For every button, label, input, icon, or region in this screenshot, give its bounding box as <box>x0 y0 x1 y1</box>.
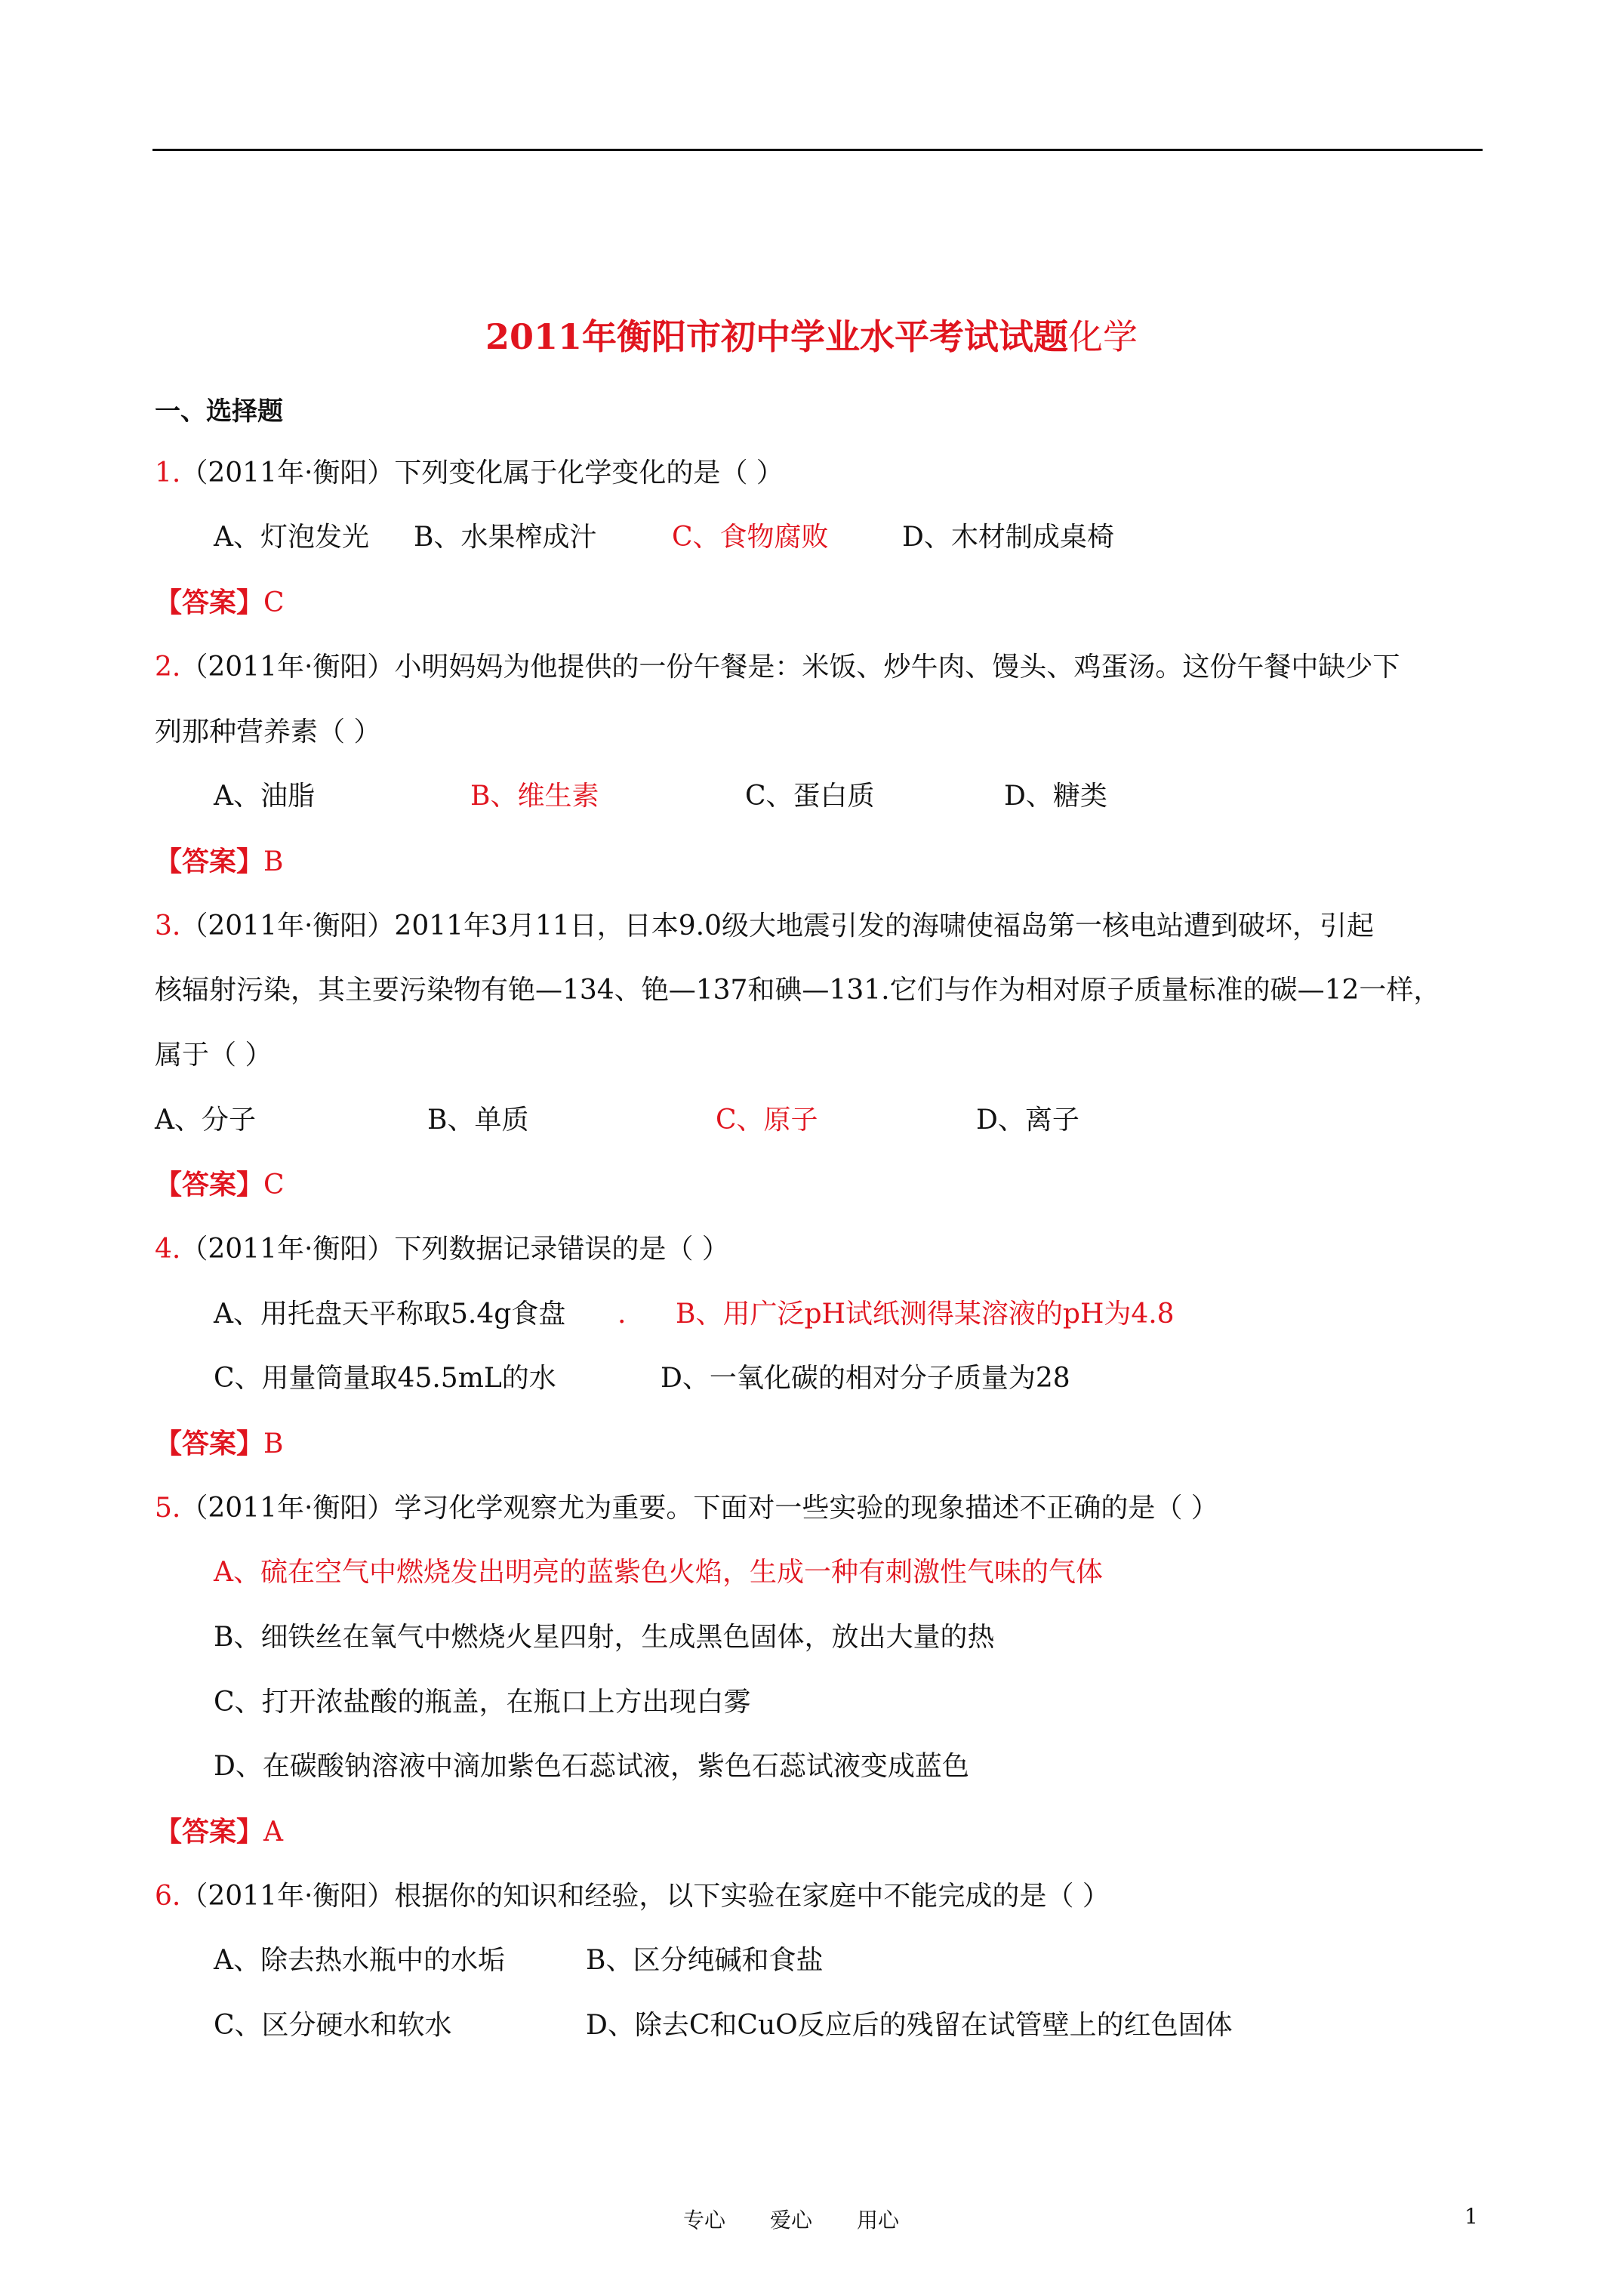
q2-option-c: C、蛋白质 <box>745 781 875 812</box>
answer-label: 【答案】 <box>155 1816 264 1848</box>
question-3-stem-line1 <box>155 910 1374 943</box>
q5-option-a: A、硫在空气中燃烧发出明亮的蓝紫色火焰，生成一种有刺激性气味的气体 <box>214 1557 1103 1588</box>
question-text: （2011年·衡阳）小明妈妈为他提供的一份午餐是：米饭、炒牛肉、馒头、鸡蛋汤。这份午餐中缺少下 <box>180 652 1400 683</box>
question-text: （2011年·衡阳）学习化学观察尤为重要。下面对一些实验的现象描述不正确的是（ ） <box>180 1493 1218 1524</box>
q1-option-c: C、食物腐败 <box>672 522 829 553</box>
q2-option-b: B、维生素 <box>470 781 599 812</box>
question-number: 3. <box>155 911 181 942</box>
q5-option-b: B、细铁丝在氧气中燃烧火星四射，生成黑色固体，放出大量的热 <box>214 1622 995 1653</box>
q6-option-b: B、区分纯碱和食盐 <box>586 1945 824 1976</box>
footer-slogan-3: 用心 <box>857 2208 900 2233</box>
question-number: 2. <box>155 652 181 683</box>
question-2-stem-line1 <box>155 651 1400 684</box>
q4-option-b: B、用广泛pH试纸测得某溶液的pH为4.8 <box>676 1299 1175 1330</box>
page-number: 1 <box>1464 2204 1478 2229</box>
question-4-stem <box>155 1233 729 1266</box>
question-1-stem <box>155 457 784 490</box>
answer-label: 【答案】 <box>155 846 264 877</box>
q3-answer <box>155 1168 285 1202</box>
answer-label: 【答案】 <box>155 1428 264 1459</box>
q3-option-c: C、原子 <box>716 1105 818 1136</box>
question-text: （2011年·衡阳）下列数据记录错误的是（ ） <box>180 1234 729 1265</box>
footer-slogan-2: 爱心 <box>770 2208 813 2233</box>
question-3-stem-line3: 属于（ ） <box>155 1040 273 1071</box>
q5-option-d: D、在碳酸钠溶液中滴加紫色石蕊试液，紫色石蕊试液变成蓝色 <box>214 1751 969 1782</box>
answer-value: B <box>263 1428 284 1459</box>
q1-answer <box>155 586 285 620</box>
page-title <box>0 310 1623 359</box>
question-text: （2011年·衡阳）2011年3月11日，日本9.0级大地震引发的海啸使福岛第一核电站遭到破坏，引起 <box>180 911 1375 942</box>
q2-option-d: D、糖类 <box>1004 781 1107 812</box>
answer-value: C <box>263 1170 285 1200</box>
footer-slogan-1: 专心 <box>683 2208 726 2233</box>
q4-answer <box>155 1427 283 1461</box>
question-number: 4. <box>155 1234 181 1265</box>
q4-option-a: A、用托盘天平称取5.4g食盘 <box>214 1299 566 1330</box>
title-suffix: 化学 <box>1068 316 1138 357</box>
header-rule <box>152 149 1483 151</box>
q2-option-a: A、油脂 <box>214 781 315 812</box>
q1-option-a: A、灯泡发光 <box>214 522 369 553</box>
section-heading: 一、选择题 <box>155 396 283 427</box>
q3-option-b: B、单质 <box>427 1105 529 1136</box>
q6-option-c: C、区分硬水和软水 <box>214 2010 452 2041</box>
q4-option-c: C、用量筒量取45.5mL的水 <box>214 1363 556 1394</box>
answer-value: B <box>263 846 284 877</box>
q6-option-d: D、除去C和CuO反应后的残留在试管壁上的红色固体 <box>586 2010 1233 2041</box>
answer-label: 【答案】 <box>155 587 264 618</box>
answer-value: A <box>263 1817 284 1848</box>
q5-answer <box>155 1815 283 1849</box>
q4-option-d: D、一氧化碳的相对分子质量为28 <box>661 1363 1070 1394</box>
question-5-stem <box>155 1492 1218 1525</box>
answer-value: C <box>263 587 285 618</box>
question-number: 6. <box>155 1881 181 1912</box>
q2-answer <box>155 845 283 879</box>
q5-option-c: C、打开浓盐酸的瓶盖，在瓶口上方出现白雾 <box>214 1687 751 1718</box>
question-3-stem-line2: 核辐射污染，其主要污染物有铯—134、铯—137和碘—131.它们与作为相对原子质量标准的碳—12一样， <box>155 975 1441 1006</box>
q4-stray-dot: . <box>617 1299 627 1330</box>
question-2-stem-line2: 列那种营养素（ ） <box>155 717 381 747</box>
q3-option-a: A、分子 <box>155 1105 256 1136</box>
question-number: 1. <box>155 458 181 488</box>
q1-option-b: B、水果榨成汁 <box>414 522 597 553</box>
question-text: （2011年·衡阳）下列变化属于化学变化的是（ ） <box>180 458 784 488</box>
q1-option-d: D、木材制成桌椅 <box>902 522 1114 553</box>
title-main: 2011年衡阳市初中学业水平考试试题 <box>485 316 1069 357</box>
question-text: （2011年·衡阳）根据你的知识和经验，以下实验在家庭中不能完成的是（ ） <box>180 1881 1110 1912</box>
q3-option-d: D、离子 <box>976 1105 1079 1136</box>
q6-option-a: A、除去热水瓶中的水垢 <box>214 1945 505 1976</box>
question-number: 5. <box>155 1493 181 1524</box>
answer-label: 【答案】 <box>155 1169 264 1200</box>
question-6-stem <box>155 1880 1110 1913</box>
